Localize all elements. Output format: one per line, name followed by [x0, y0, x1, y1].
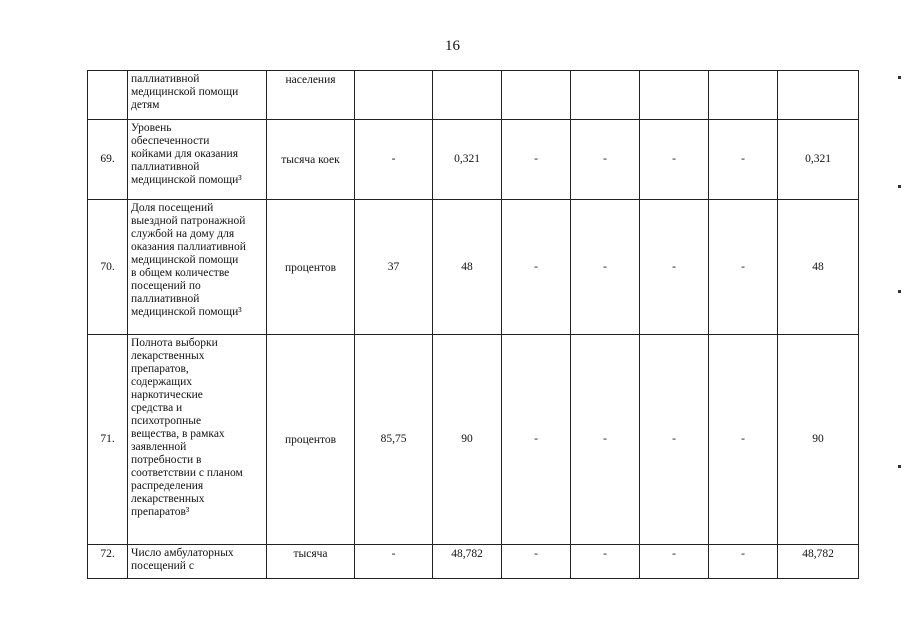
- indicators-table: [87, 70, 859, 579]
- scan-mark: [898, 290, 901, 293]
- unit-cell: процентов: [267, 200, 355, 335]
- value-cell: [709, 71, 778, 120]
- value-cell: [502, 71, 571, 120]
- indicator-name: Полнота выборки лекарственных препаратов, содержащих наркотические средства и психотропные вещества, в рамках заявленной потребности в соответствии с планом распределения лекарственных препаратов³: [128, 335, 267, 545]
- value-cell: -: [502, 200, 571, 335]
- table-row: [88, 120, 859, 200]
- value-cell: -: [640, 120, 709, 200]
- value-cell: [355, 71, 433, 120]
- page-number: 16: [445, 38, 460, 54]
- indicator-name: паллиативной медицинской помощи детям: [128, 71, 267, 120]
- table-row: [88, 71, 859, 120]
- value-cell: -: [640, 545, 709, 579]
- row-number: 72.: [88, 545, 128, 579]
- value-cell: [433, 71, 502, 120]
- value-cell: -: [709, 335, 778, 545]
- unit-cell: тысяча: [267, 545, 355, 579]
- indicator-name: Доля посещений выездной патронажной службой на дому для оказания паллиативной медицинской помощи в общем количестве посещений по паллиативной медицинской помощи³: [128, 200, 267, 335]
- value-cell: -: [355, 120, 433, 200]
- value-cell: -: [502, 545, 571, 579]
- table-row: [88, 335, 859, 545]
- unit-cell: процентов: [267, 335, 355, 545]
- value-cell: -: [640, 335, 709, 545]
- value-cell: [778, 71, 859, 120]
- value-cell: 90: [778, 335, 859, 545]
- value-cell: [571, 71, 640, 120]
- row-number: [88, 71, 128, 120]
- value-cell: -: [502, 120, 571, 200]
- value-cell: -: [571, 545, 640, 579]
- value-cell: -: [571, 335, 640, 545]
- value-cell: 90: [433, 335, 502, 545]
- value-cell: 48,782: [778, 545, 859, 579]
- value-cell: 85,75: [355, 335, 433, 545]
- value-cell: -: [571, 200, 640, 335]
- value-cell: 48: [433, 200, 502, 335]
- scan-mark: [898, 185, 901, 188]
- table-row: [88, 545, 859, 579]
- value-cell: -: [709, 545, 778, 579]
- value-cell: 0,321: [433, 120, 502, 200]
- value-cell: 48: [778, 200, 859, 335]
- value-cell: -: [571, 120, 640, 200]
- row-number: 71.: [88, 335, 128, 545]
- value-cell: -: [502, 335, 571, 545]
- indicator-name: Число амбулаторных посещений с: [128, 545, 267, 579]
- indicator-name: Уровень обеспеченности койками для оказания паллиативной медицинской помощи³: [128, 120, 267, 200]
- row-number: 70.: [88, 200, 128, 335]
- value-cell: [640, 71, 709, 120]
- unit-cell: тысяча коек: [267, 120, 355, 200]
- value-cell: -: [709, 200, 778, 335]
- scan-mark: [898, 76, 901, 79]
- row-number: 69.: [88, 120, 128, 200]
- table-row: [88, 200, 859, 335]
- value-cell: -: [640, 200, 709, 335]
- unit-cell: населения: [267, 71, 355, 120]
- value-cell: 37: [355, 200, 433, 335]
- value-cell: -: [355, 545, 433, 579]
- value-cell: 48,782: [433, 545, 502, 579]
- value-cell: 0,321: [778, 120, 859, 200]
- scan-mark: [898, 465, 901, 468]
- value-cell: -: [709, 120, 778, 200]
